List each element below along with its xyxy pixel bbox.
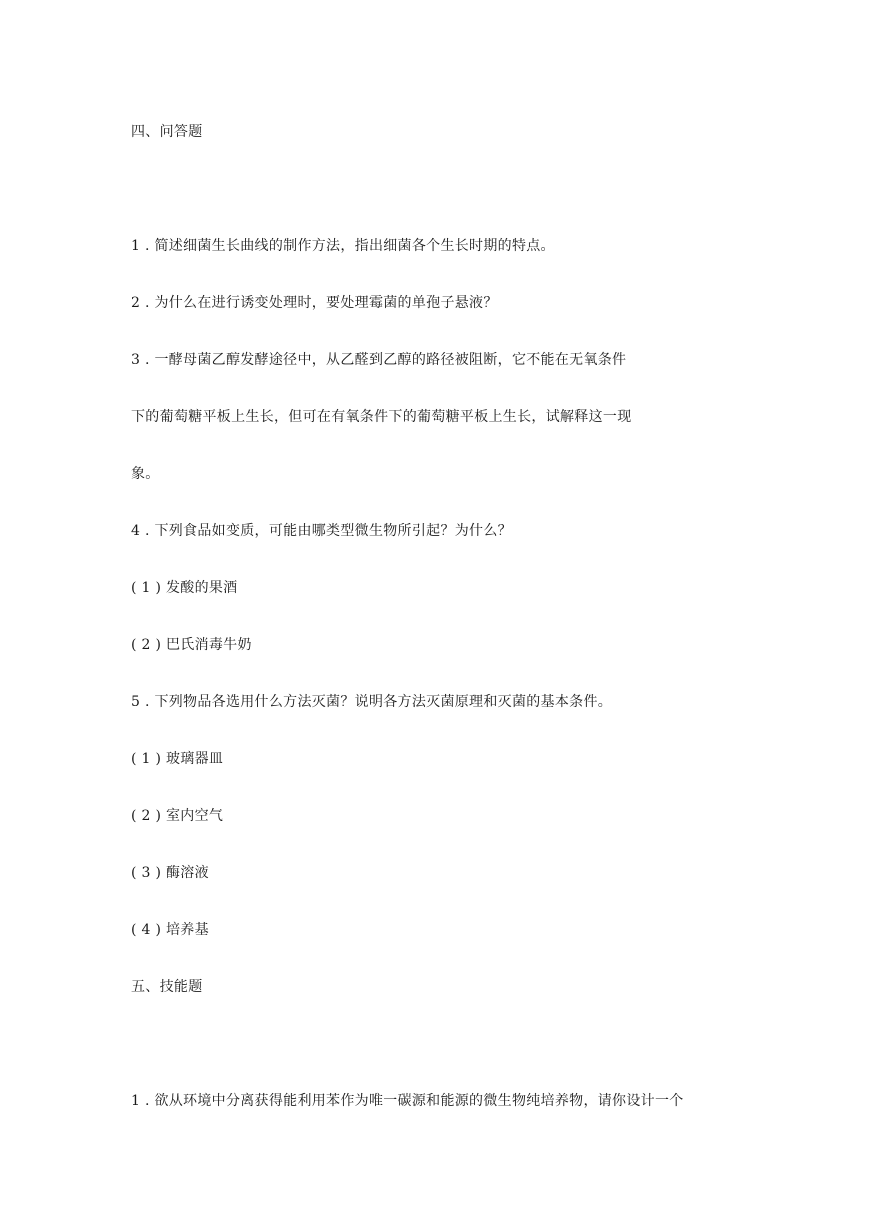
question-4-1: 1 . 简述细菌生长曲线的制作方法，指出细菌各个生长时期的特点。 [131, 238, 555, 254]
question-4-4-item-1: ( 1 ) 发酸的果酒 [131, 580, 238, 596]
question-4-4-item-2: ( 2 ) 巴氏消毒牛奶 [131, 637, 252, 653]
question-4-3-line-1: 3 . 一酵母菌乙醇发酵途径中，从乙醛到乙醇的路径被阻断，它不能在无氧条件 [131, 352, 627, 368]
question-5-1: 1 . 欲从环境中分离获得能利用苯作为唯一碳源和能源的微生物纯培养物，请你设计一个 [131, 1093, 684, 1109]
section-5-heading: 五、技能题 [131, 979, 203, 995]
question-4-2: 2 . 为什么在进行诱变处理时，要处理霉菌的单孢子悬液？ [131, 295, 498, 311]
question-4-3-line-2: 下的葡萄糖平板上生长，但可在有氧条件下的葡萄糖平板上生长，试解释这一现 [131, 409, 632, 425]
question-4-3-line-3: 象。 [131, 466, 160, 482]
question-4-5-item-2: ( 2 ) 室内空气 [131, 808, 224, 824]
question-4-4: 4 . 下列食品如变质，可能由哪类型微生物所引起？为什么？ [131, 523, 512, 539]
question-4-5-item-3: ( 3 ) 酶溶液 [131, 865, 209, 881]
section-4-heading: 四、问答题 [131, 124, 203, 140]
question-4-5-item-1: ( 1 ) 玻璃器皿 [131, 751, 224, 767]
question-4-5-item-4: ( 4 ) 培养基 [131, 922, 209, 938]
question-4-5: 5 . 下列物品各选用什么方法灭菌？说明各方法灭菌原理和灭菌的基本条件。 [131, 694, 613, 710]
